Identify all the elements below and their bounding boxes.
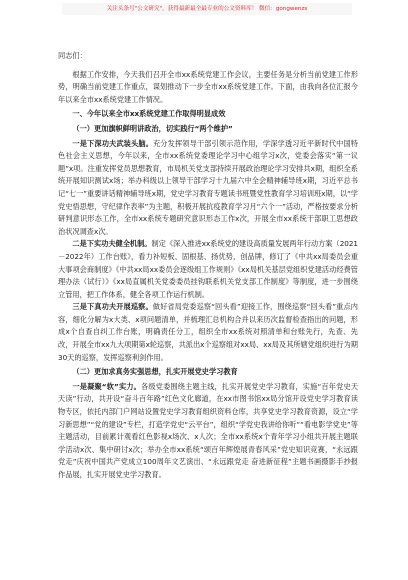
paragraph-text: 各级党委围绕主题主线，扎实开展党史学习教育，实施“百年党史天天读”行动，共开设“奋斗百年路”红色文化廊道，在xx市图书馆xx局分馆开设党史学习教育读物专区，依托内部门户网站设置党史学习教育组织资料仓库，共享党史学习教育资源，设立“学习新思想”“党的建设”专栏，打造学党史“云平台”，组织“学党史我讲给你听”“看电影学党史”等主题活动，目前累计观看红色影视x场次、x人次；全市xx系统x个青年学习小组共开展主题联学活动x次、集中研讨x次；举办全市xx系统“颂百年辉煌展青春风采”党史知识竞赛，“永远跟党走”庆祝中国共产党成立100周年文艺演出、“永远跟党走 奋进新征程”主题书画摄影手抄报作品展，扎实开展党史学习教育。 xyxy=(58,381,359,479)
paragraph-text: 做好省局党委巡察“回头看”迎接工作，围绕巡察“回头看”重点内容，细化分解为x大类、x项问题清单，并梳理汇总机构合并以来历次监督检查指出的问题，形成x个自查自纠工作台账，明确责任分工，组织全市xx系统对照清单和台账先行，先查、先改，开展全市xx九大项期第x轮巡察，共派出x个巡察组对xx局、xx局及其所辖党组织进行为期30天的巡察，发挥巡察利剑作用。 xyxy=(58,302,358,362)
paragraph-lead: 三是下真功夫开展巡察。 xyxy=(72,302,153,312)
document-body xyxy=(58,50,358,482)
paragraph-text: 制定《深入推进xx系统党的建设高质量发展两年行动方案（2021－2022年）工作台账》，看力补短板、固根基、扬优势，创品牌，修订了《中共xx局委员会重大事项会商制度》《中共xx局xx委员会逐级组工作规则》《xx局机关基层党组织党建活动经费管理办法（试行）》《xx局直属机关党委委员挂钩联系机关党支部工作制度》等制度，进一步围绕立管用，把工作体系，健全各项工作运行机制。 xyxy=(58,239,358,299)
section-heading: 一、今年以来全市xx系统党建工作取得明显成效 xyxy=(72,109,226,119)
paragraph xyxy=(58,301,358,364)
paragraph-text: 充分发挥领导干部引领示范作用，学深学透习近平新时代中国特色社会主义思想，今年以来，全市xx系统党委理论学习中心组学习x次，党委会落实“第一议题”x项。注重发挥党员思想教育，市局机关党支部持续开展政治理论学习安排共x期，组织全系统开展知识测试x场；举办科级以上领导干部学习十九届六中全会精神辅导班x期，习近平总书记“七一”重要讲话精神辅导班x期，党史学习教育专题读书班暨党性教育学习培训班x期，以“学党史悟思想，守纪律作表率”为主题，积极开展抗疫教育学习月“六个一”活动，严格按要求分析研判意识形态工作，全市xx系统专题研究意识形态工作x次，开展全市xx系统干部职工思想政治状况调查x次。 xyxy=(58,138,358,236)
paragraph-lead: 二是下实功夫健全机制。 xyxy=(72,239,152,249)
paragraph-lead: 一是凝聚“软”实力。 xyxy=(72,381,142,391)
subsection-heading: （二）更加求真务实强思想，扎实开展党史学习教育 xyxy=(72,367,238,377)
subsection-heading: （一）更加旗帜鲜明讲政治，切实践行“两个维护” xyxy=(72,123,233,133)
salutation: 同志们： xyxy=(58,51,87,60)
paragraph xyxy=(58,381,358,482)
intro-paragraph: 根据工作安排，今天我们召开全市xx系统党建工作会议，主要任务是分析当前党建工作形势，明确当前党建工作重点，谋划推动下一步全市xx系统党建工作。下面，由我向各位汇报今年以来全市xx系统党建工作情况。 xyxy=(58,69,358,104)
paragraph-lead: 一是下深功夫武装头脑。 xyxy=(72,138,153,148)
promo-banner: 关注头条号"公文研究"，获得最新最全最专业的公文资料库！ 微信：gongwenzs xyxy=(62,3,352,15)
paragraph xyxy=(58,238,358,301)
paragraph xyxy=(58,138,358,239)
